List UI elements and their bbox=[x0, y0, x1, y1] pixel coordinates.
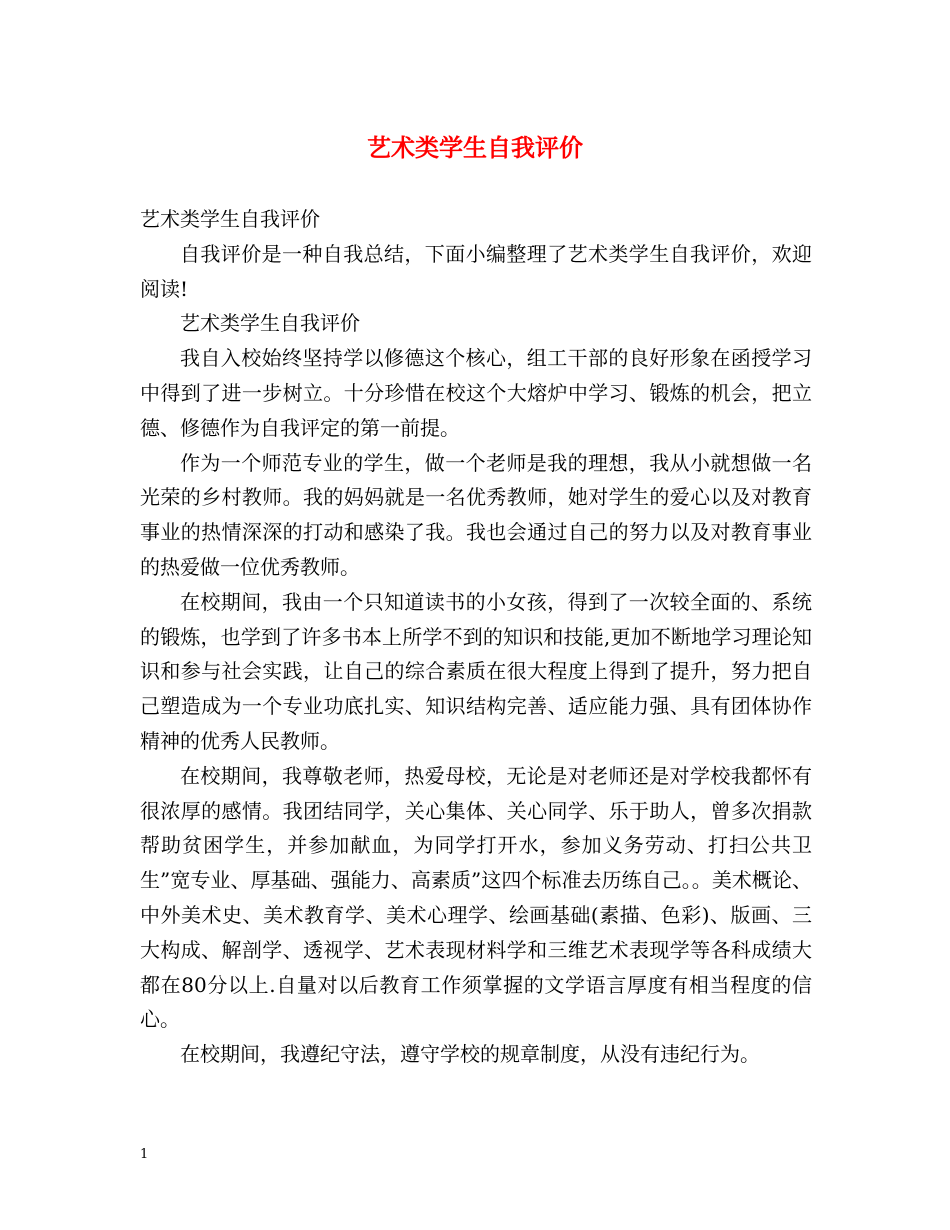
paragraph-intro: 自我评价是一种自我总结，下面小编整理了艺术类学生自我评价，欢迎阅读! bbox=[140, 241, 812, 301]
paragraph-body: 作为一个师范专业的学生，做一个老师是我的理想，我从小就想做一名光荣的乡村教师。我的妈妈就是一名优秀教师，她对学生的爱心以及对教育事业的热情深深的打动和感染了我。我也会通过自己的努力以及对教育事业的热爱做一位优秀教师。 bbox=[140, 450, 812, 579]
paragraph-heading: 艺术类学生自我评价 bbox=[140, 207, 320, 231]
paragraph-body: 我自入校始终坚持学以修德这个核心，组工干部的良好形象在函授学习中得到了进一步树立。十分珍惜在校这个大熔炉中学习、锻炼的机会，把立德、修德作为自我评定的第一前提。 bbox=[140, 346, 812, 440]
paragraph-body: 在校期间，我由一个只知道读书的小女孩，得到了一次较全面的、系统的锻炼，也学到了许多书本上所学不到的知识和技能,更加不断地学习理论知识和参与社会实践，让自己的综合素质在很大程度上得到了提升，努力把自己塑造成为一个专业功底扎实、知识结构完善、适应能力强、具有团体协作精神的优秀人民教师。 bbox=[140, 589, 812, 753]
paragraph-subheading: 艺术类学生自我评价 bbox=[180, 311, 360, 336]
paragraph-body: 在校期间，我遵纪守法，遵守学校的规章制度，从没有违纪行为。 bbox=[180, 1042, 760, 1067]
document-title: 艺术类学生自我评价 bbox=[367, 133, 583, 162]
paragraph-body: 在校期间，我尊敬老师，热爱母校，无论是对老师还是对学校我都怀有很浓厚的感情。我团结同学，关心集体、关心同学、乐于助人，曾多次捐款帮助贫困学生，并参加献血，为同学打开水，参加义务劳动、打扫公共卫生”宽专业、厚基础、强能力、高素质”这四个标准去历练自己。。美术概论、中外美术史、美术教育学、美术心理学、绘画基础(素描、色彩)、版画、三大构成、解剖学、透视学、艺术表现材料学和三维艺术表现学等各科成绩大都在80分以上.自量对以后教育工作须掌握的文学语言厚度有相当程度的信心。 bbox=[140, 763, 812, 1032]
document-body bbox=[140, 202, 812, 1072]
page-number: 1 bbox=[140, 1147, 149, 1162]
